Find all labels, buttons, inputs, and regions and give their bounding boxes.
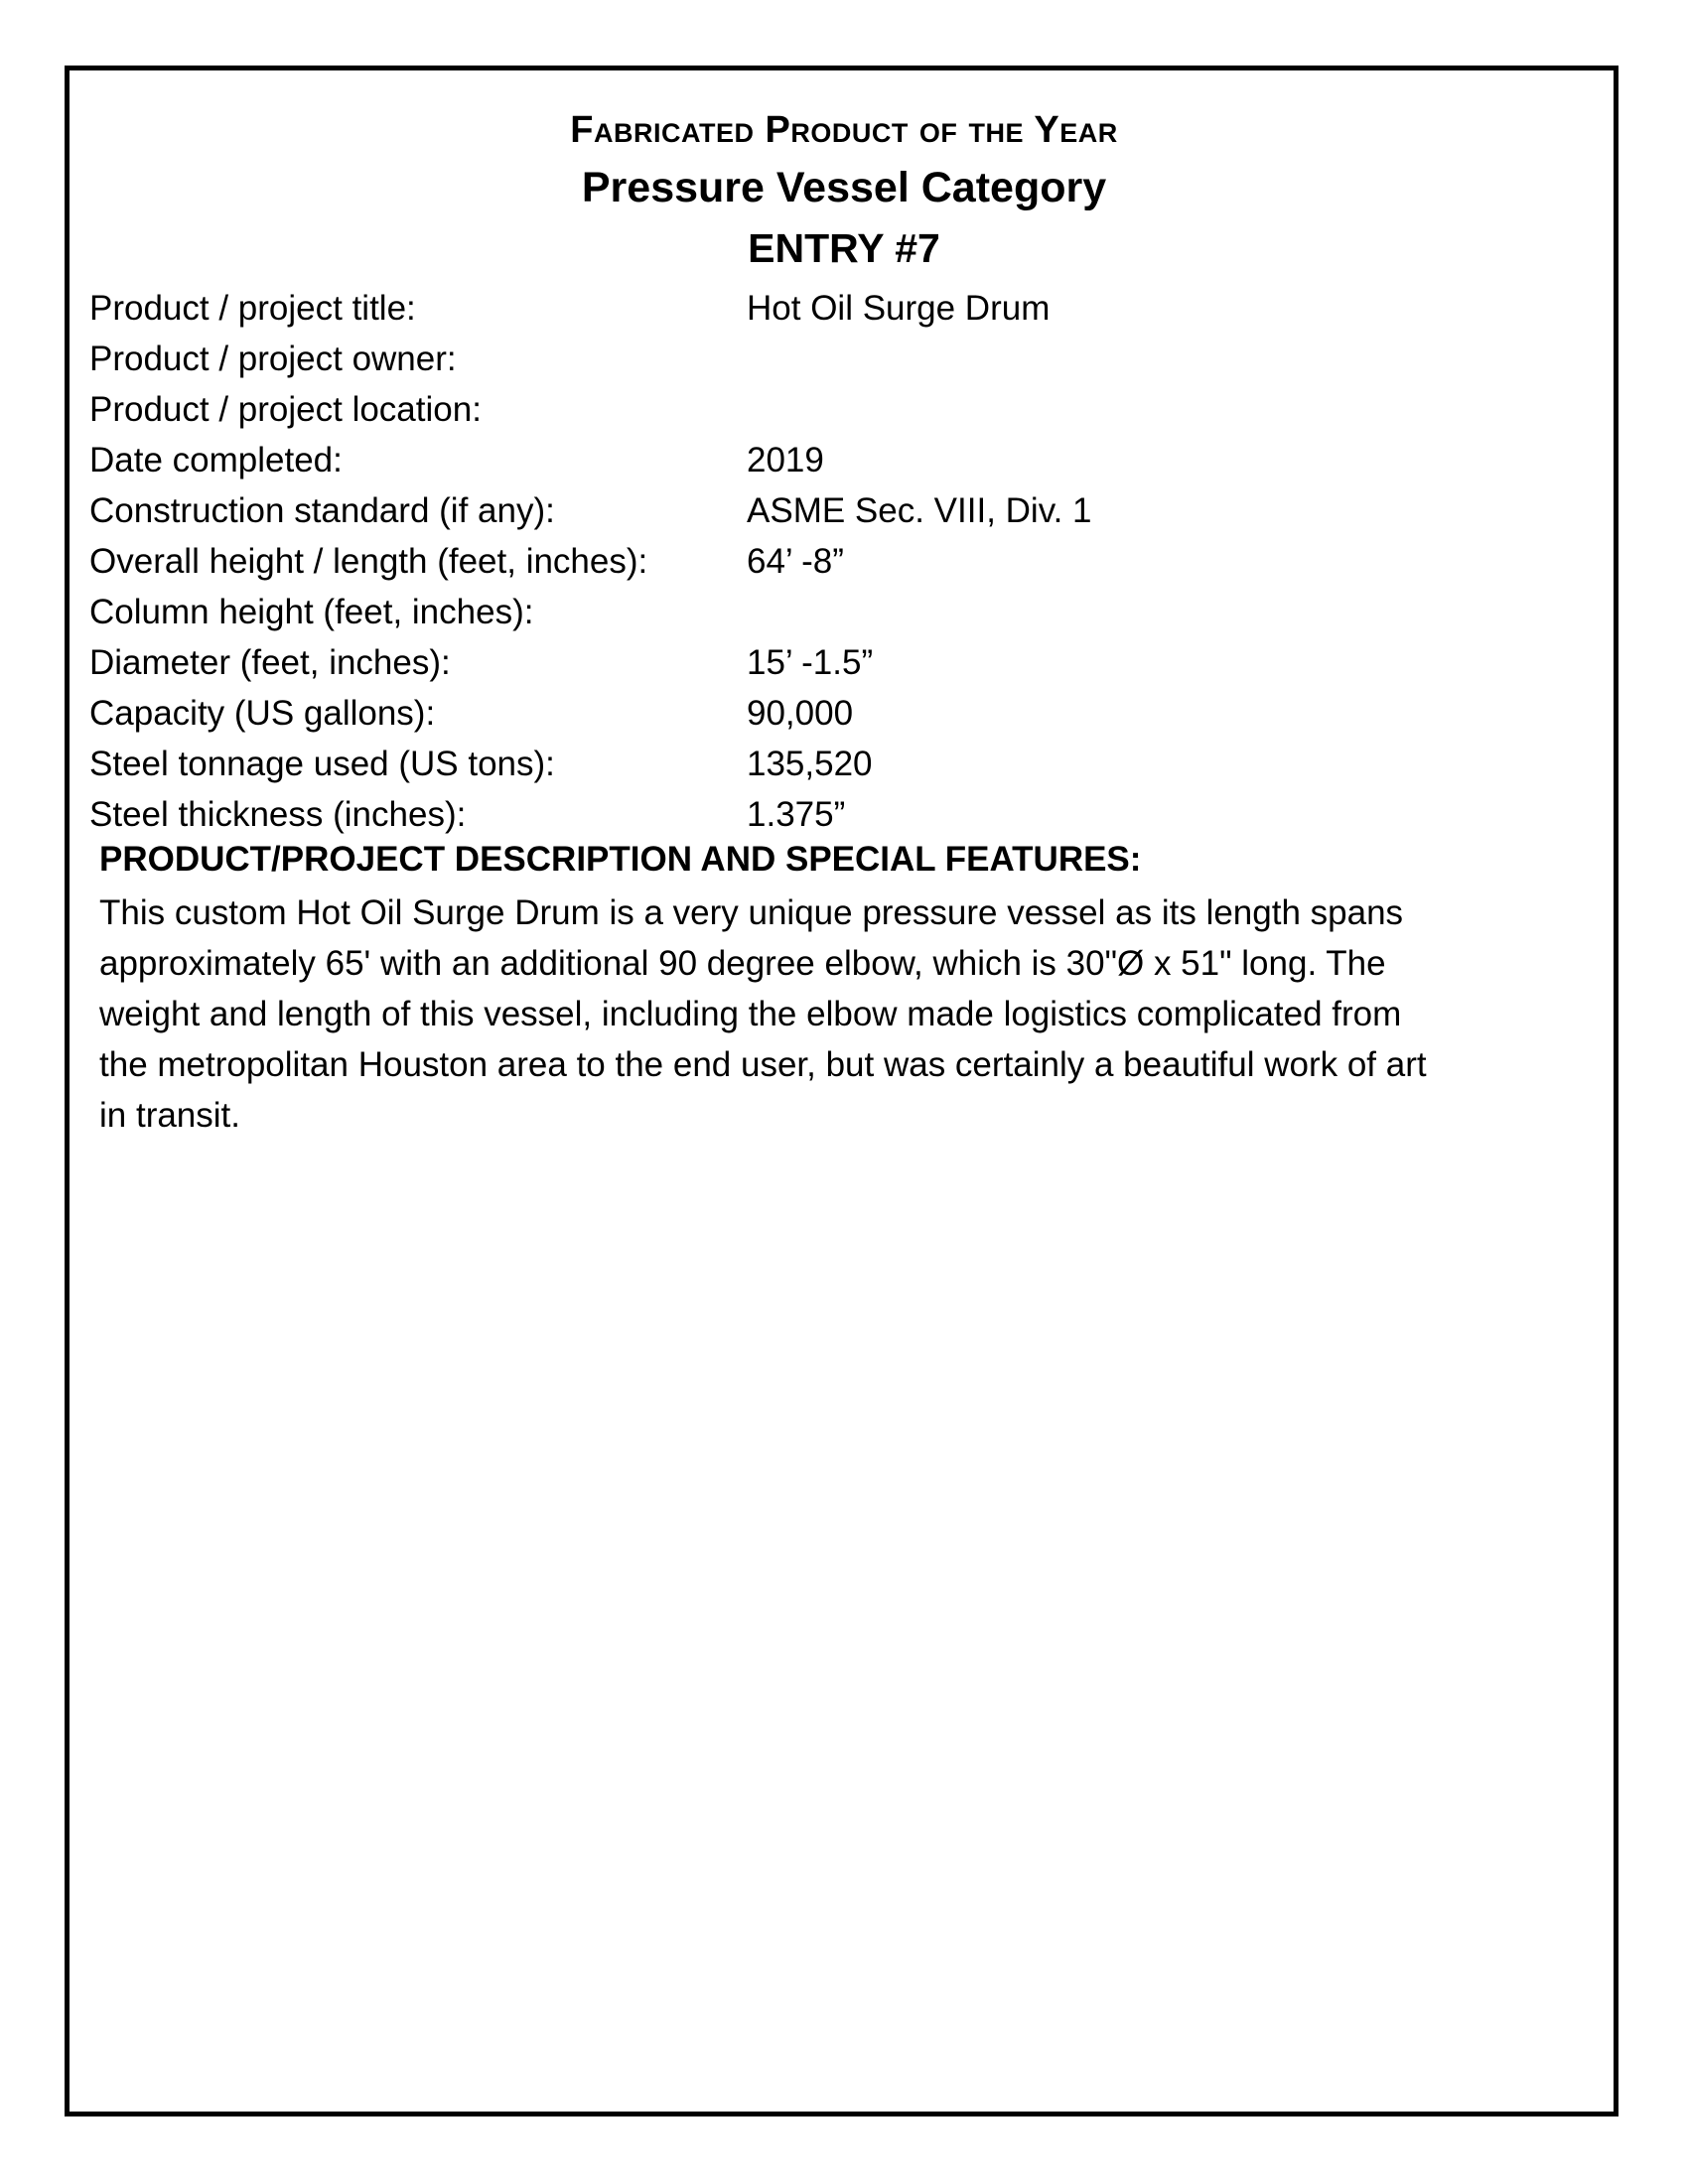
field-label: Steel thickness (inches): xyxy=(89,795,467,834)
field-value: 2019 xyxy=(747,441,824,479)
category-title: Pressure Vessel Category xyxy=(581,164,1107,211)
field-value: Hot Oil Surge Drum xyxy=(747,289,1051,328)
description-body xyxy=(99,887,1589,1141)
field-label: Capacity (US gallons): xyxy=(89,694,436,733)
field-label: Product / project location: xyxy=(89,390,482,429)
description-line: in transit. xyxy=(99,1096,240,1135)
field-row-capacity xyxy=(89,688,1559,739)
field-row-location xyxy=(89,384,1559,435)
field-row-overall-height xyxy=(89,536,1559,587)
description-line: approximately 65' with an additional 90 degree elbow, which is 30"Ø x 51" long. The xyxy=(99,944,1386,983)
field-value: 90,000 xyxy=(747,694,854,733)
award-title: Fabricated Product of the Year xyxy=(570,109,1118,151)
field-value: 64’ -8” xyxy=(747,542,844,581)
entry-number: ENTRY #7 xyxy=(748,225,940,271)
description-heading: PRODUCT/PROJECT DESCRIPTION AND SPECIAL FEATURES: xyxy=(99,840,1142,879)
field-label: Product / project title: xyxy=(89,289,416,328)
field-label: Column height (feet, inches): xyxy=(89,593,534,631)
description-line: the metropolitan Houston area to the end user, but was certainly a beautiful work of art xyxy=(99,1045,1427,1084)
field-label: Product / project owner: xyxy=(89,340,457,378)
field-value: ASME Sec. VIII, Div. 1 xyxy=(747,491,1092,530)
field-row-owner xyxy=(89,334,1559,384)
field-row-standard xyxy=(89,485,1559,536)
field-row-column-height xyxy=(89,587,1559,637)
description-line: This custom Hot Oil Surge Drum is a very unique pressure vessel as its length spans xyxy=(99,893,1404,932)
field-value: 15’ -1.5” xyxy=(747,643,874,682)
field-label: Overall height / length (feet, inches): xyxy=(89,542,648,581)
field-row-date xyxy=(89,435,1559,485)
field-row-diameter xyxy=(89,637,1559,688)
field-label: Date completed: xyxy=(89,441,343,479)
field-row-tonnage xyxy=(89,739,1559,789)
field-row-title xyxy=(89,283,1559,334)
field-label: Steel tonnage used (US tons): xyxy=(89,745,555,783)
field-label: Diameter (feet, inches): xyxy=(89,643,451,682)
field-label: Construction standard (if any): xyxy=(89,491,555,530)
field-value: 135,520 xyxy=(747,745,873,783)
field-list xyxy=(89,283,1559,840)
field-row-thickness xyxy=(89,789,1559,840)
field-value: 1.375” xyxy=(747,795,846,834)
description-line: weight and length of this vessel, including the elbow made logistics complicated from xyxy=(99,995,1402,1033)
